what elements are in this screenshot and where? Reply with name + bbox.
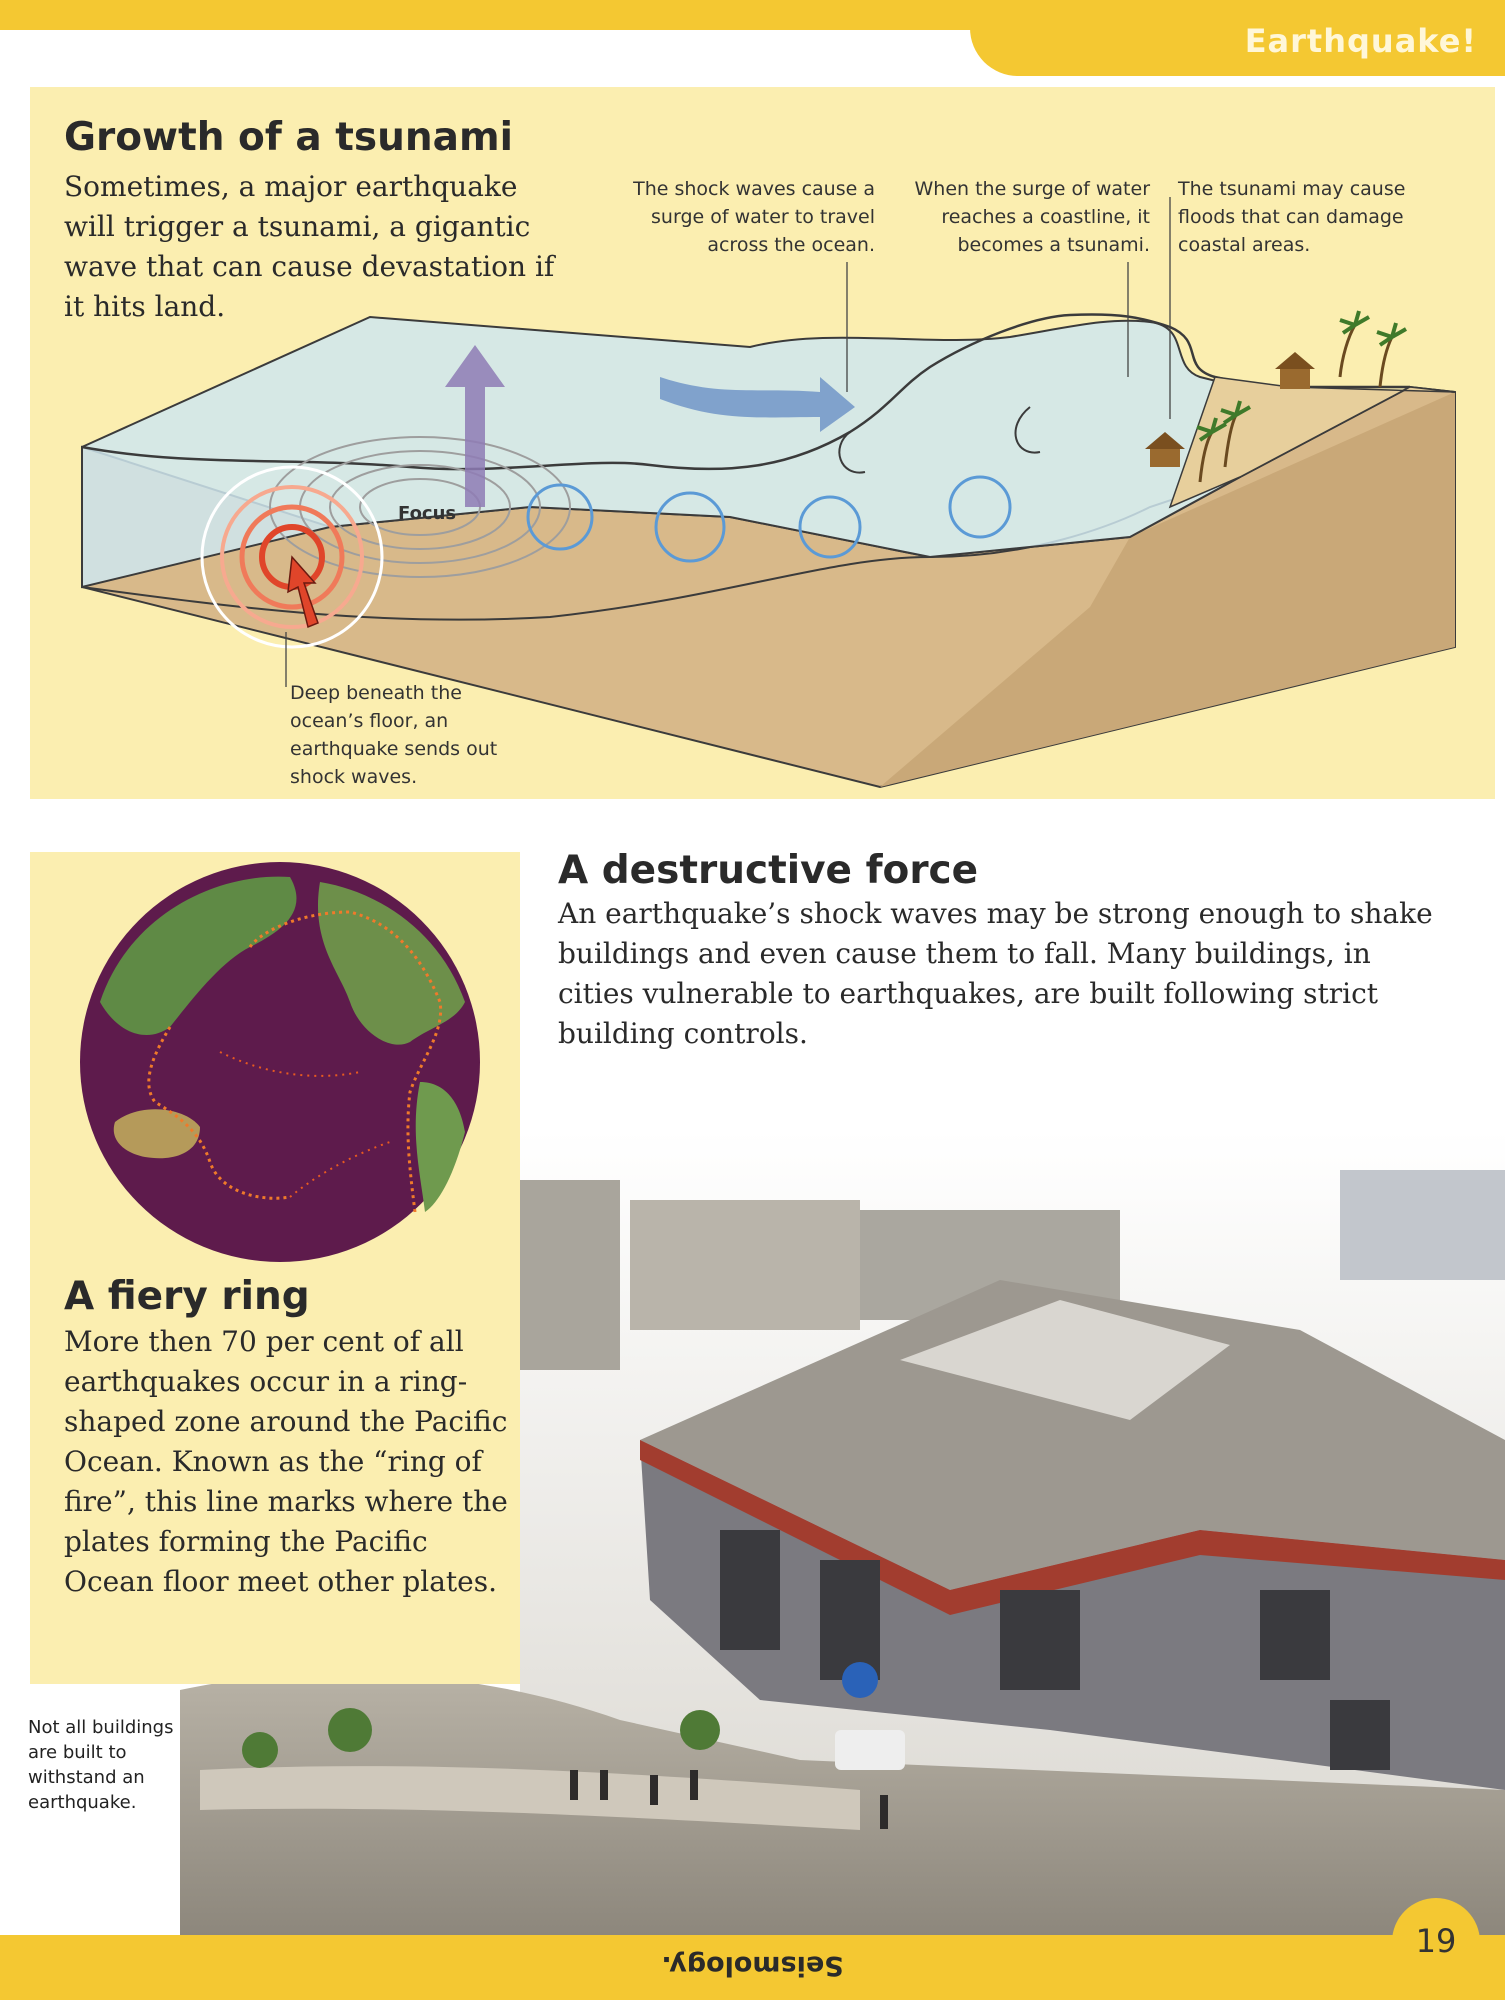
callout-surge: When the surge of water reaches a coastline, it becomes a tsunami. — [914, 178, 1150, 256]
callout-floods: The tsunami may cause floods that can damage coastal areas. — [1178, 178, 1406, 256]
callout-deep-quake: Deep beneath the ocean’s floor, an earthquake sends out shock waves. — [290, 682, 498, 788]
destructive-force-body: An earthquake’s shock waves may be strong enough to shake buildings and even cause them to fall. Many buildings, in cities vulnerable to earthquakes, are built following strict building controls. — [558, 897, 1433, 1050]
tsunami-heading: Growth of a tsunami — [64, 115, 513, 160]
background-building-1 — [520, 1180, 620, 1370]
background-building-2 — [630, 1200, 860, 1330]
fiery-ring-heading: A fiery ring — [64, 1274, 310, 1319]
page-number: 19 — [1415, 1922, 1457, 1960]
tsunami-body: Sometimes, a major earthquake will trigger a tsunami, a gigantic wave that can cause devastation if it hits land. — [64, 170, 555, 323]
focus-label: Focus — [398, 503, 457, 524]
fiery-ring-body: More then 70 per cent of all earthquakes occur in a ring-shaped zone around the Pacific Ocean. Known as the “ring of fire”, this line marks where the plates forming the Pacific Ocean floor meet other plates. — [64, 1325, 508, 1598]
page-number-badge — [1392, 1898, 1480, 1986]
upside-down-footer-text: Seismology. — [661, 1950, 844, 1981]
white-van — [835, 1730, 905, 1770]
background-building-4 — [1340, 1170, 1505, 1280]
street-sign — [842, 1662, 878, 1698]
fiery-ring-panel — [30, 852, 520, 1684]
photo-caption: Not all buildings are built to withstand an earthquake. — [28, 1717, 174, 1813]
callout-shock-waves: The shock waves cause a surge of water to travel across the ocean. — [633, 178, 875, 256]
page-section-title: Earthquake! — [1244, 22, 1477, 60]
destructive-force-heading: A destructive force — [558, 848, 979, 893]
ring-of-fire-globe — [60, 852, 500, 1272]
